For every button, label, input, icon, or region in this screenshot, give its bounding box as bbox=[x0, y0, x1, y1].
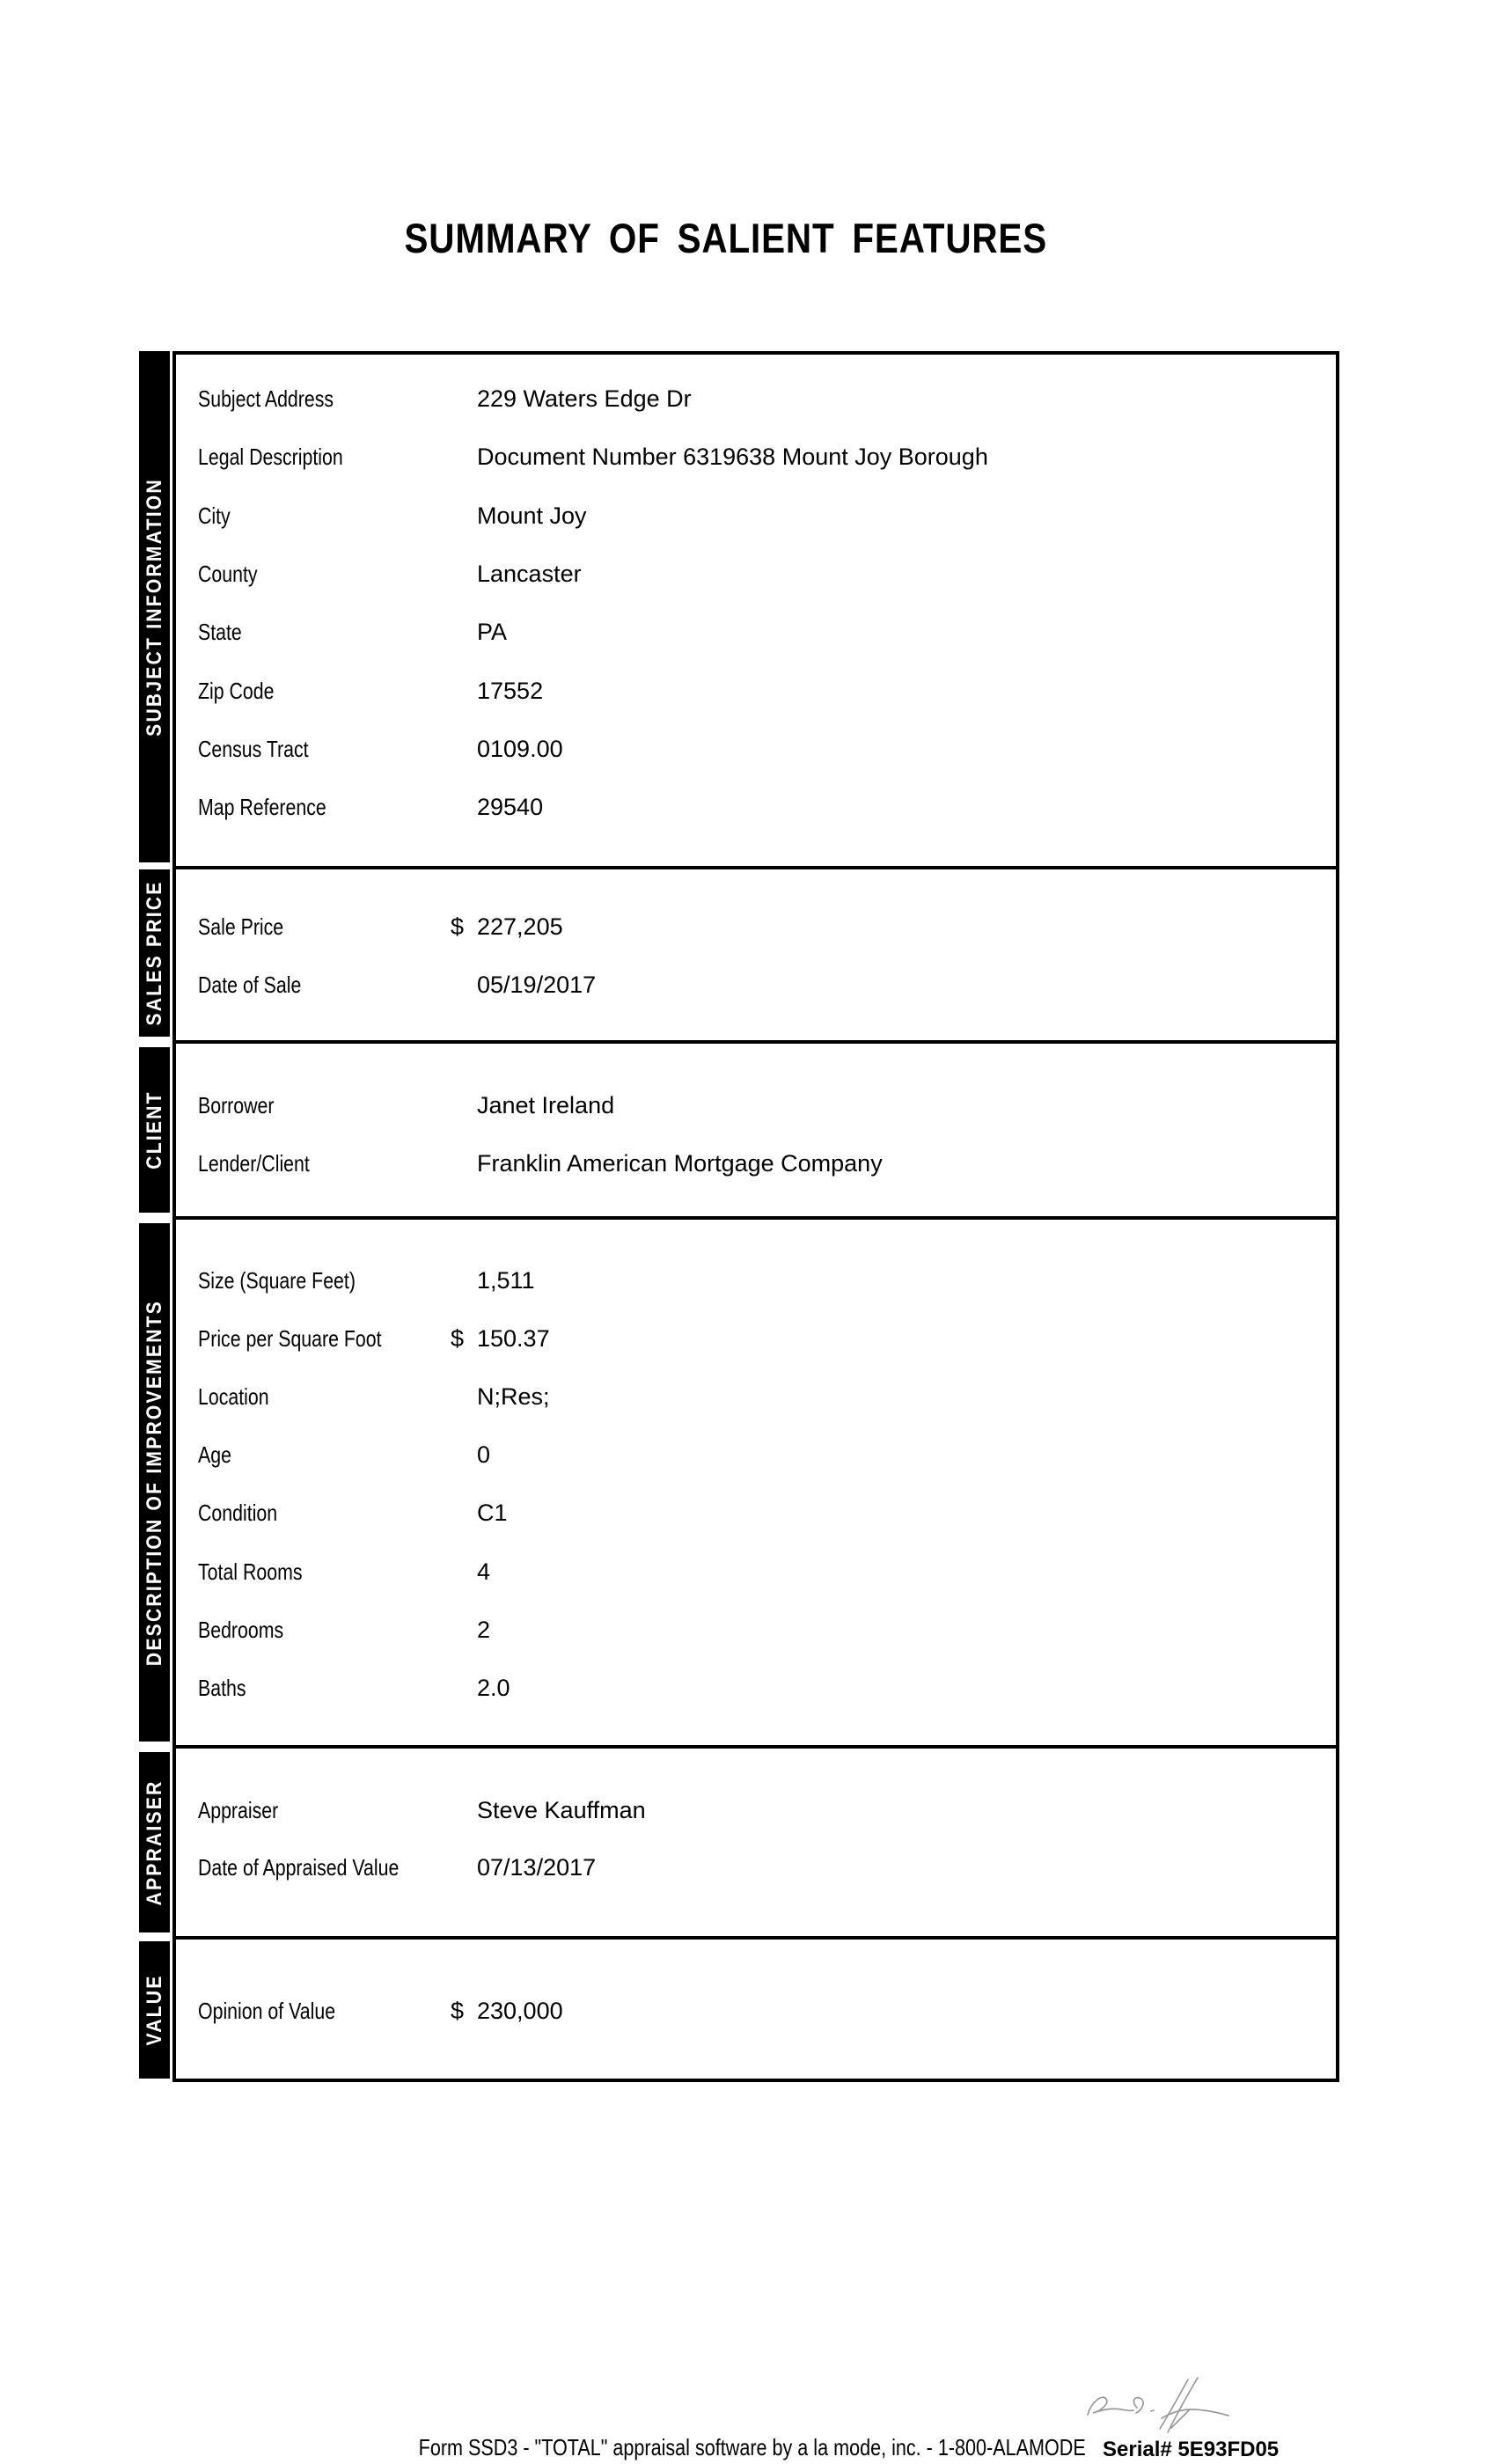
field-row-subject-address bbox=[0, 385, 1496, 413]
field-row-baths bbox=[0, 1674, 1496, 1702]
field-value: 230,000 bbox=[477, 1998, 563, 2024]
field-label: Census Tract bbox=[198, 736, 309, 762]
field-value: PA bbox=[477, 619, 508, 645]
field-label: Subject Address bbox=[198, 385, 334, 412]
field-value: Document Number 6319638 Mount Joy Borough bbox=[477, 444, 988, 470]
appraiser-signature bbox=[1081, 2372, 1248, 2438]
field-row-date-of-sale bbox=[0, 971, 1496, 999]
field-row-map-reference bbox=[0, 793, 1496, 821]
field-label: Location bbox=[198, 1383, 269, 1410]
section-bar-sales-price bbox=[139, 869, 170, 1037]
page-title bbox=[0, 214, 1452, 262]
section-bar-label: SALES PRICE bbox=[142, 880, 166, 1026]
section-separator bbox=[176, 866, 1336, 869]
section-bar-label: DESCRIPTION OF IMPROVEMENTS bbox=[142, 1299, 166, 1666]
field-row-county bbox=[0, 560, 1496, 588]
footer-serial-number: Serial# 5E93FD05 bbox=[1103, 2438, 1280, 2461]
field-label: Age bbox=[198, 1441, 231, 1468]
field-row-sale-price bbox=[0, 913, 1496, 941]
field-value: Mount Joy bbox=[477, 502, 587, 529]
section-bar-appraiser bbox=[139, 1752, 170, 1932]
section-bar-label: VALUE bbox=[142, 1974, 166, 2046]
section-separator bbox=[176, 1936, 1336, 1940]
field-row-borrower bbox=[0, 1091, 1496, 1119]
section-bar-description-of-improvements bbox=[139, 1223, 170, 1742]
section-bar-label: CLIENT bbox=[142, 1090, 166, 1170]
field-row-size-square-feet bbox=[0, 1266, 1496, 1294]
field-value: 07/13/2017 bbox=[477, 1854, 597, 1881]
field-row-age bbox=[0, 1441, 1496, 1469]
field-label: Zip Code bbox=[198, 678, 275, 704]
section-separator bbox=[176, 1040, 1336, 1044]
field-value: 229 Waters Edge Dr bbox=[477, 385, 692, 412]
section-separator bbox=[176, 1745, 1336, 1749]
field-label: Appraiser bbox=[198, 1797, 279, 1823]
field-row-location bbox=[0, 1382, 1496, 1411]
section-bar-label: APPRAISER bbox=[142, 1778, 166, 1906]
section-bar-subject-information bbox=[139, 351, 170, 862]
field-row-lender-client bbox=[0, 1149, 1496, 1177]
field-value: 1,511 bbox=[477, 1267, 535, 1294]
field-value: 2.0 bbox=[477, 1675, 510, 1701]
field-value: C1 bbox=[477, 1500, 508, 1526]
field-label: Baths bbox=[198, 1675, 246, 1701]
field-row-city bbox=[0, 502, 1496, 530]
field-label: Total Rooms bbox=[198, 1558, 303, 1585]
field-label: State bbox=[198, 619, 242, 645]
field-label: Map Reference bbox=[198, 794, 326, 820]
field-label: Price per Square Foot bbox=[198, 1325, 382, 1352]
field-row-zip-code bbox=[0, 677, 1496, 705]
field-row-price-per-square-foot bbox=[0, 1324, 1496, 1353]
field-label: Borrower bbox=[198, 1092, 275, 1118]
field-value: 227,205 bbox=[477, 913, 563, 940]
field-value: 0 bbox=[477, 1441, 491, 1468]
field-row-bedrooms bbox=[0, 1616, 1496, 1644]
section-bar-client bbox=[139, 1047, 170, 1213]
field-value: N;Res; bbox=[477, 1383, 550, 1410]
section-bar-label: SUBJECT INFORMATION bbox=[142, 477, 166, 737]
field-label: Condition bbox=[198, 1500, 278, 1526]
field-row-opinion-of-value bbox=[0, 1997, 1496, 2025]
field-value: Lancaster bbox=[477, 561, 582, 587]
field-row-total-rooms bbox=[0, 1558, 1496, 1586]
dollar-sign: $ bbox=[451, 913, 465, 940]
field-label: County bbox=[198, 561, 258, 587]
field-label: Legal Description bbox=[198, 444, 343, 470]
field-row-condition bbox=[0, 1499, 1496, 1527]
field-row-date-of-appraised-value bbox=[0, 1853, 1496, 1881]
section-separator bbox=[176, 1216, 1336, 1220]
field-value: 4 bbox=[477, 1558, 491, 1585]
field-label: City bbox=[198, 502, 231, 529]
dollar-sign: $ bbox=[451, 1325, 465, 1352]
field-row-state bbox=[0, 618, 1496, 646]
page-title-text: SUMMARY OF SALIENT FEATURES bbox=[404, 215, 1048, 261]
field-label: Date of Appraised Value bbox=[198, 1854, 400, 1881]
field-value: 2 bbox=[477, 1617, 491, 1643]
field-value: Franklin American Mortgage Company bbox=[477, 1150, 883, 1177]
field-value: Steve Kauffman bbox=[477, 1797, 646, 1823]
field-row-appraiser bbox=[0, 1796, 1496, 1824]
field-value: 29540 bbox=[477, 794, 544, 820]
dollar-sign: $ bbox=[451, 1998, 465, 2024]
footer-form-text: Form SSD3 - "TOTAL" appraisal software by a la mode, inc. - 1-800-ALAMODE bbox=[418, 2434, 1087, 2460]
field-value: 150.37 bbox=[477, 1325, 550, 1352]
field-label: Date of Sale bbox=[198, 972, 302, 998]
field-label: Size (Square Feet) bbox=[198, 1267, 356, 1294]
field-value: 05/19/2017 bbox=[477, 972, 597, 998]
field-value: Janet Ireland bbox=[477, 1092, 615, 1118]
field-label: Opinion of Value bbox=[198, 1998, 336, 2024]
field-row-census-tract bbox=[0, 735, 1496, 763]
field-value: 0109.00 bbox=[477, 736, 563, 762]
field-value: 17552 bbox=[477, 678, 544, 704]
field-label: Sale Price bbox=[198, 913, 284, 940]
field-label: Bedrooms bbox=[198, 1617, 284, 1643]
field-row-legal-description bbox=[0, 443, 1496, 471]
field-label: Lender/Client bbox=[198, 1150, 310, 1177]
